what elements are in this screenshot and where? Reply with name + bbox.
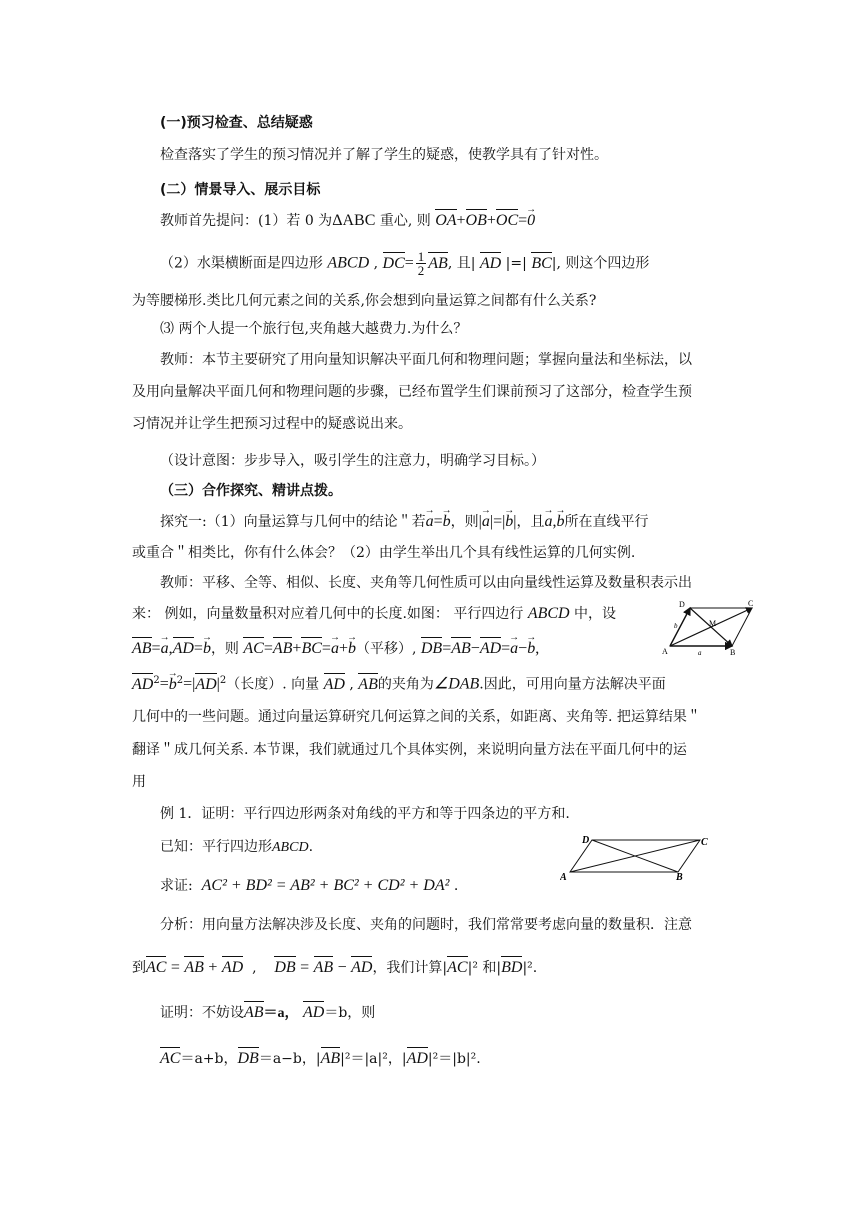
paragraph: 用 (132, 774, 146, 790)
paragraph: 为等腰梯形.类比几何元素之间的关系,你会想到向量运算之间都有什么关系? (132, 293, 597, 309)
proof: 证明：不妨设AB＝a， AD＝b，则 (160, 1000, 375, 1024)
label-m: M (709, 619, 717, 628)
paragraph: AB=→ a,AD=→ b，则 AC=AB+BC=→ a+→ b（平移）, DB=AB−AD=→ a−→ b, (132, 636, 539, 659)
paragraph: 检查落实了学生的预习情况并了解了学生的疑惑，使教学具有了针对性。 (160, 147, 608, 163)
paragraph: 教师：本节主要研究了用向量知识解决平面几何和物理问题；掌握向量法和坐标法，以 (160, 352, 692, 368)
parallelogram-figure-small (660, 598, 760, 658)
label-b: B (676, 872, 683, 880)
paragraph: 来： 例如，向量数量积对应着几何中的长度.如图： 平行四边行 ABCD 中，设 (132, 605, 617, 622)
label-d: D (679, 600, 685, 609)
question-2: （2）水渠横断面是四边形 ABCD , DC= $\frac{1}{2}$ AB, 且| AD |=| BC|, 则这个四边形 (160, 249, 650, 278)
analysis-line2: 到AC = AB + AD , DB = AB − AD，我们计算|AC|² 和|BD|². (132, 955, 537, 978)
parallelogram-figure (560, 832, 720, 880)
label-a: A (662, 647, 668, 656)
label-c: C (748, 599, 754, 608)
paragraph: 及用向量解决平面几何和物理问题的步骤，已经布置学生们课前预习了这部分，检查学生预 (132, 384, 692, 400)
paragraph: $AD^2=\to b^2=|AD|^2$（长度）. 向量 AD , AB的夹角为∠DAB.因此，可用向量方法解决平面 (132, 671, 666, 695)
example-title: 例 1．证明：平行四边形两条对角线的平方和等于四条边的平方和. (160, 806, 570, 822)
paragraph: 教师：平移、全等、相似、长度、夹角等几何性质可以由向量线性运算及数量积表示出 (160, 575, 692, 591)
label-vec-b: b (674, 622, 678, 630)
paragraph: 或重合＂相类比，你有什么体会？（2）由学生举出几个具有线性运算的几何实例. (132, 545, 636, 561)
paragraph: （设计意图：步步导入，吸引学生的注意力，明确学习目标。） (160, 453, 545, 469)
paragraph: 几何中的一些问题。通过向量运算研究几何运算之间的关系，如距离、夹角等. 把运算结果＂ (132, 709, 701, 725)
proof-line2: AC＝a+b，DB＝a−b，|AB|²＝|a|²，|AD|²＝|b|². (160, 1046, 481, 1069)
given: 已知：平行四边形ABCD. (160, 839, 314, 855)
label-a: A (560, 872, 567, 880)
section-heading: (一)预习检查、总结疑惑 (160, 115, 313, 131)
question-3: ⑶ 两个人提一个旅行包,夹角越大越费力.为什么？ (160, 321, 468, 337)
analysis: 分析：用向量方法解决涉及长度、夹角的问题时，我们常常要考虑向量的数量积．注意 (160, 917, 692, 933)
to-prove: 求证: AC² + BD² = AB² + BC² + CD² + DA² . (160, 877, 459, 894)
label-vec-a: a (698, 649, 702, 657)
label-d: D (582, 835, 590, 846)
paragraph: 习情况并让学生把预习过程中的疑惑说出来。 (132, 416, 412, 432)
section-heading: (二）情景导入、展示目标 (160, 182, 321, 198)
label-b: B (730, 648, 736, 657)
section-heading: （三）合作探究、精讲点拨。 (160, 483, 342, 499)
paragraph: 探究一:（1）向量运算与几何中的结论＂若→ a=→ b，则|→ a|=|→ b|，且→ a,→ b所在直线平行 (160, 512, 649, 532)
label-c: C (701, 837, 708, 848)
question-1: 教师首先提问：(1）若 0 为ΔABC 重心, 则 OA+OB+OC=→ 0 (160, 208, 535, 231)
paragraph: 翻译＂成几何关系. 本节课，我们就通过几个具体实例，来说明向量方法在平面几何中的运 (132, 742, 687, 758)
